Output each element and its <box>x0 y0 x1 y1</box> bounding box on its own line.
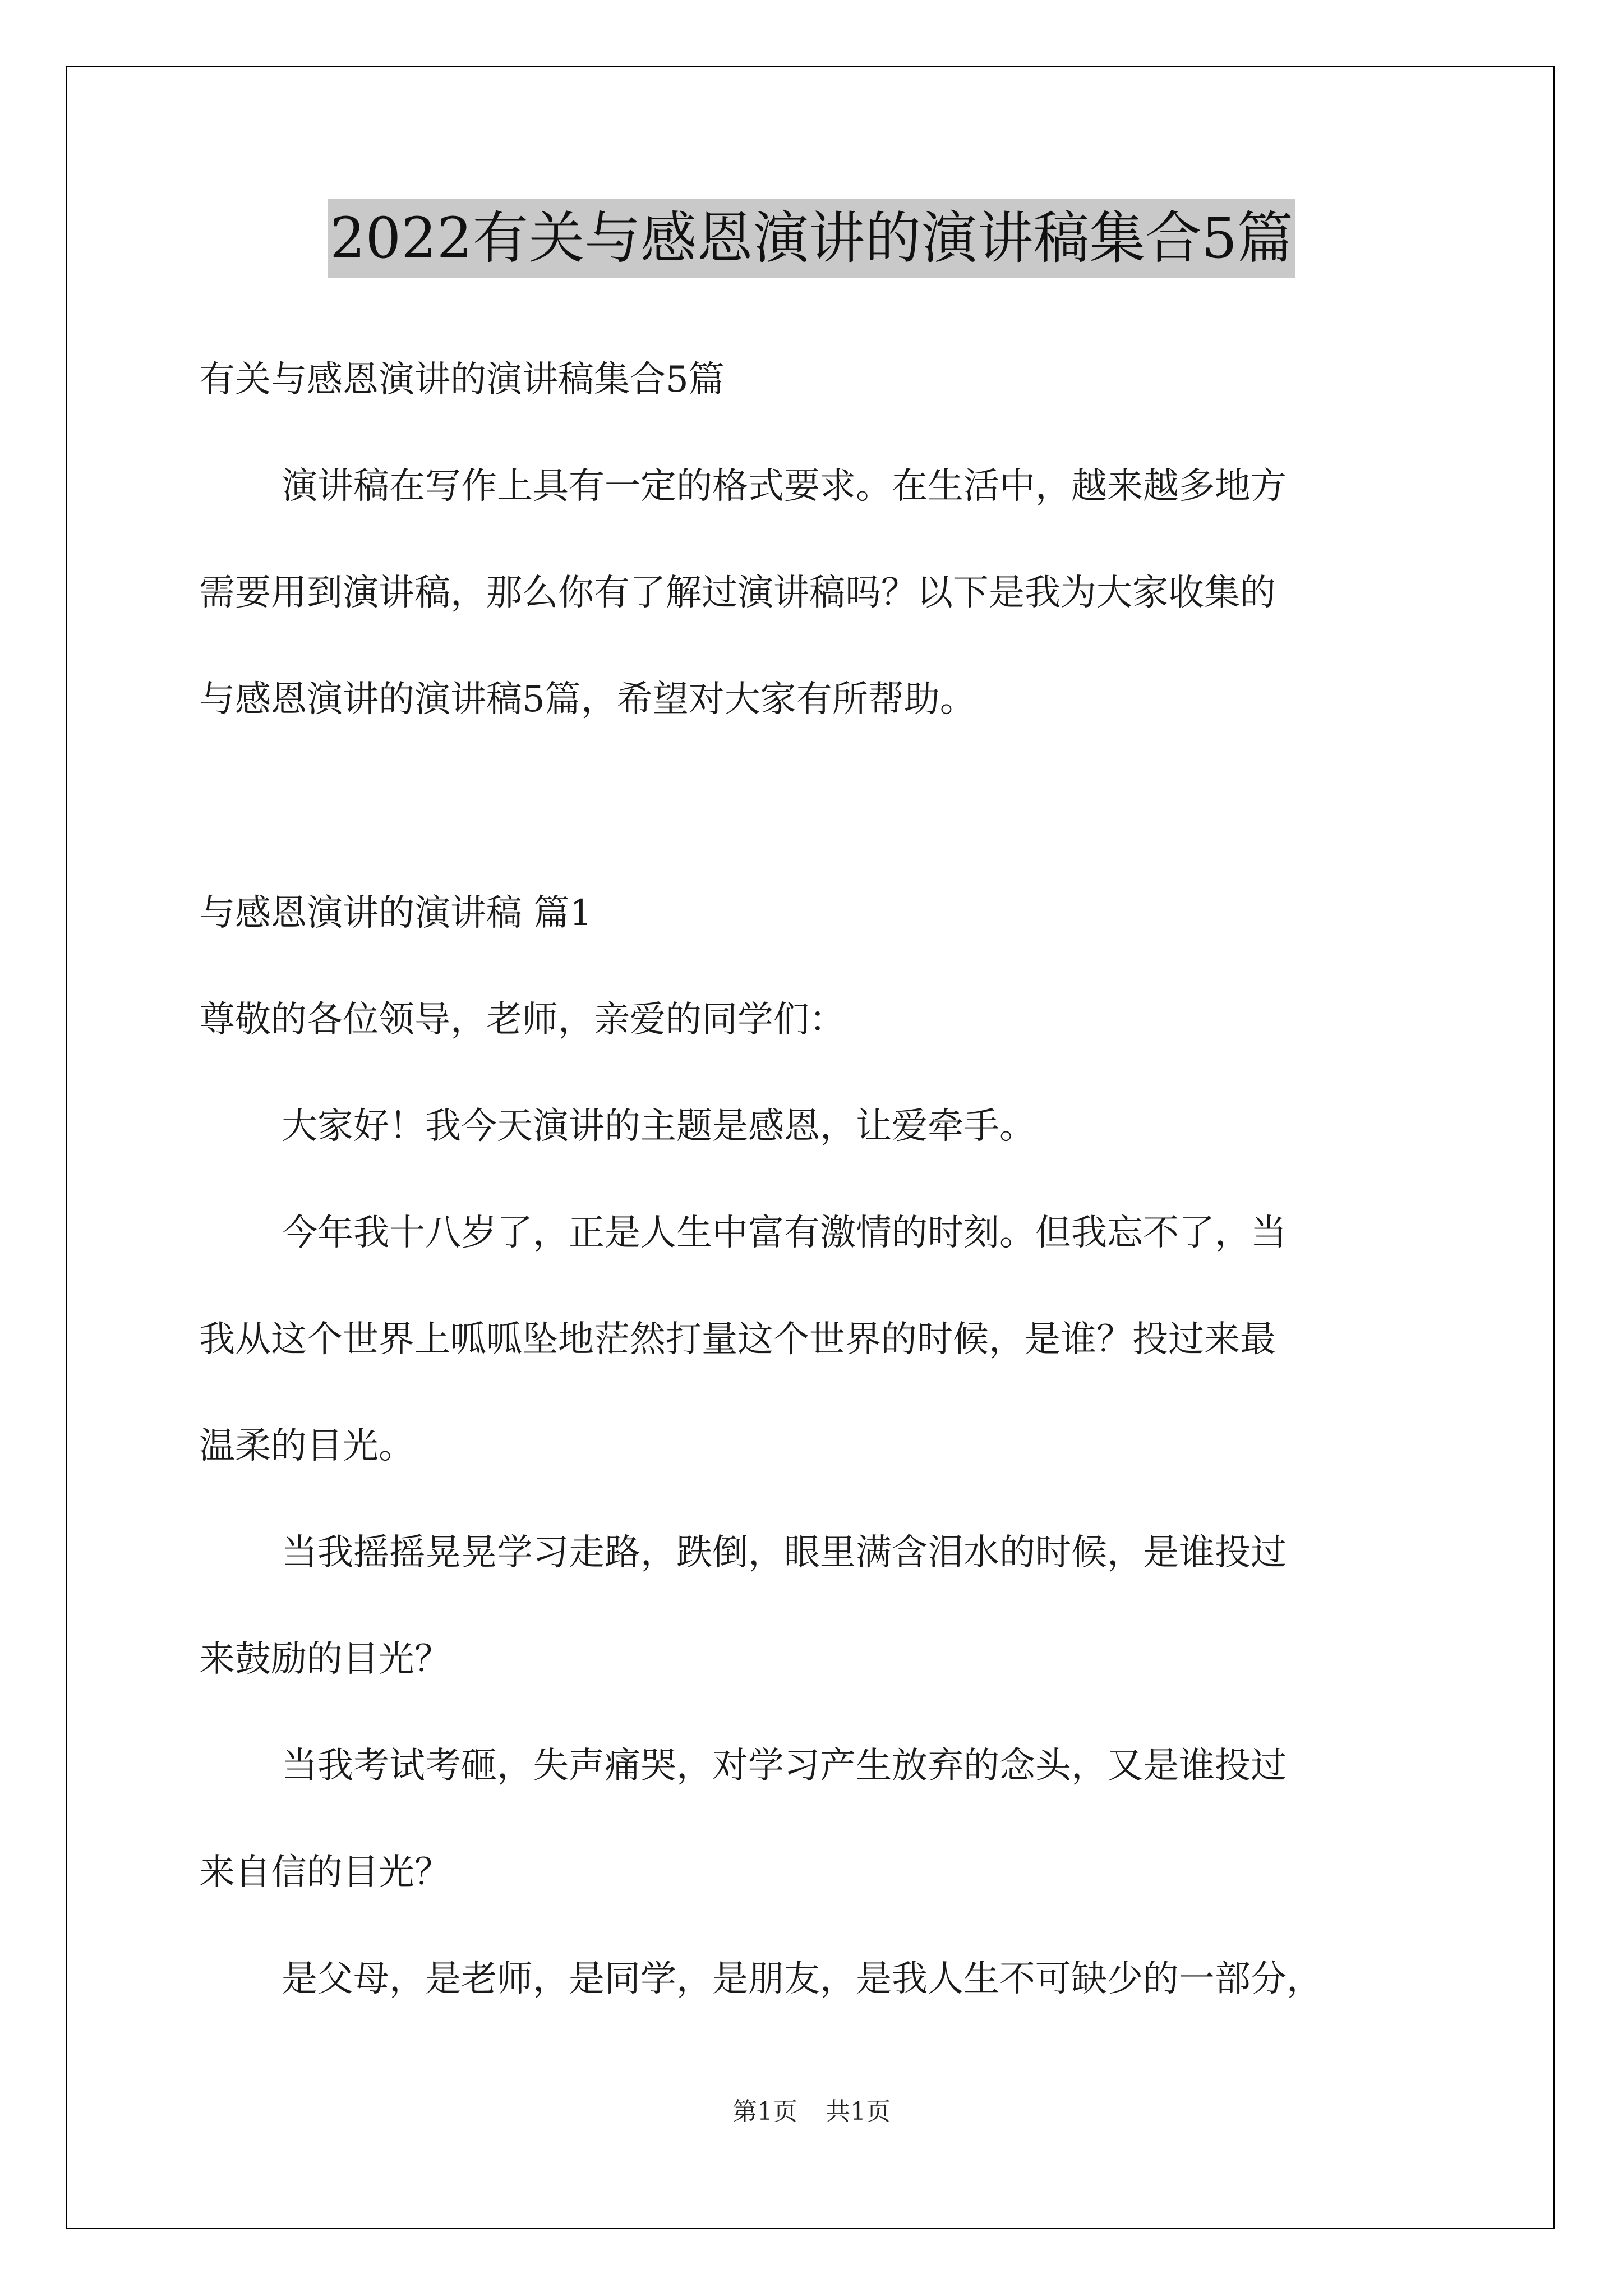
page-total: 共1页 <box>826 2097 891 2126</box>
body-line-4: 温柔的目光。 <box>199 1425 414 1467</box>
intro-line-1: 演讲稿在写作上具有一定的格式要求。在生活中，越来越多地方 <box>282 466 1287 507</box>
intro-line-3: 与感恩演讲的演讲稿5篇，希望对大家有所帮助。 <box>199 679 976 720</box>
body-line-5: 当我摇摇晃晃学习走路，跌倒，眼里满含泪水的时候，是谁投过 <box>282 1532 1287 1573</box>
body-line-9: 是父母，是老师，是同学，是朋友，是我人生不可缺少的一部分， <box>282 1958 1322 2000</box>
body-line-3: 我从这个世界上呱呱坠地茫然打量这个世界的时候，是谁？投过来最 <box>199 1319 1276 1360</box>
body-line-1: 大家好！我今天演讲的主题是感恩，让爱牵手。 <box>282 1106 1035 1147</box>
section-heading: 与感恩演讲的演讲稿 篇1 <box>199 892 593 934</box>
intro-line-2: 需要用到演讲稿，那么你有了解过演讲稿吗？以下是我为大家收集的 <box>199 572 1276 614</box>
body-line-2: 今年我十八岁了，正是人生中富有激情的时刻。但我忘不了，当 <box>282 1212 1287 1254</box>
body-line-7: 当我考试考砸，失声痛哭，对学习产生放弃的念头，又是谁投过 <box>282 1745 1287 1787</box>
document-subtitle: 有关与感恩演讲的演讲稿集合5篇 <box>199 359 725 401</box>
title-container <box>0 199 1623 278</box>
body-line-6: 来鼓励的目光？ <box>199 1639 450 1680</box>
body-line-8: 来自信的目光？ <box>199 1852 450 1893</box>
page-number: 第1页 <box>732 2097 797 2126</box>
page-footer <box>0 2095 1623 2129</box>
salutation: 尊敬的各位领导，老师，亲爱的同学们： <box>199 999 845 1041</box>
document-title: 2022有关与感恩演讲的演讲稿集合5篇 <box>328 199 1295 278</box>
